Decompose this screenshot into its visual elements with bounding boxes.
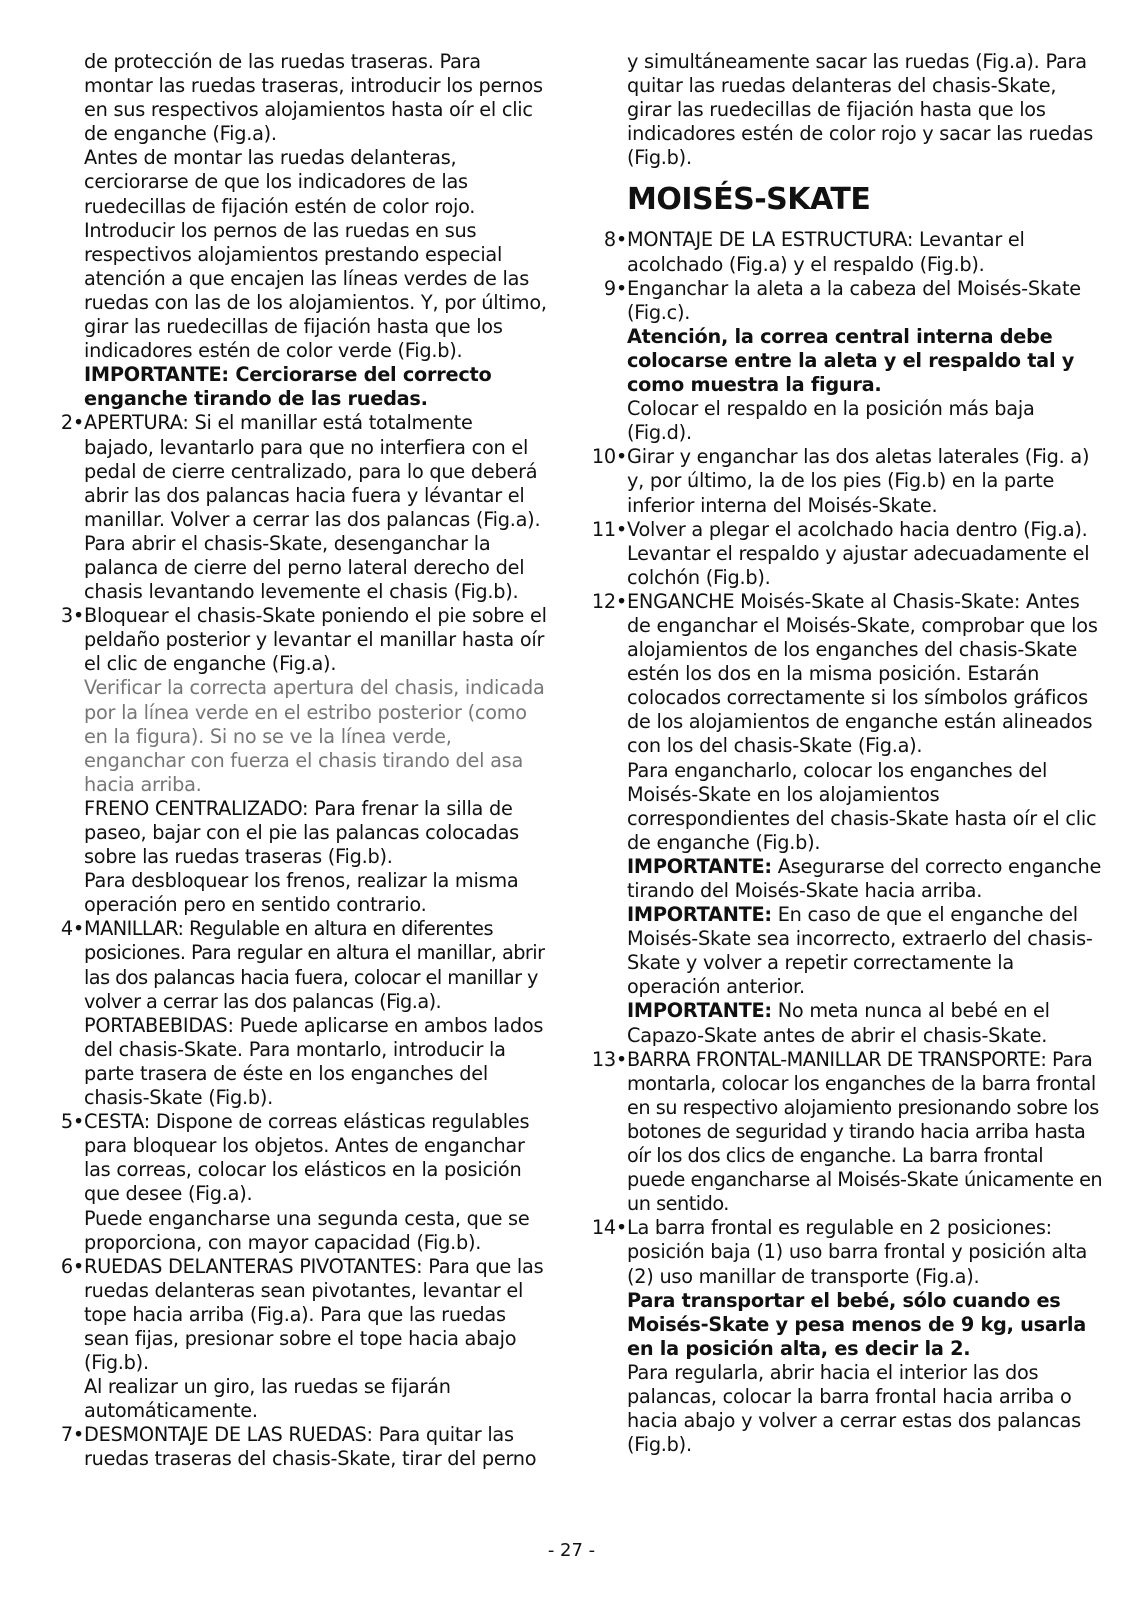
- list-item-9: [596, 277, 1104, 446]
- paragraph: Enganchar la aleta a la cabeza del Moisés-Skate (Fig.c).: [627, 276, 1081, 324]
- verification-note: Verificar la correcta apertura del chasis, indicada por la línea verde en el estribo posterior (como en la figura). Si no se ve la línea verde, enganchar con fuerza el chasis tirando del asa hacia arriba.: [84, 676, 545, 796]
- item-number: 10•: [591, 445, 627, 469]
- item-number: 2•: [60, 411, 84, 435]
- paragraph: Bloquear el chasis-Skate poniendo el pie sobre el peldaño posterior y levantar el manillar hasta oír el clic de enganche (Fig.a).: [84, 604, 547, 676]
- paragraph: BARRA FRONTAL-MANILLAR DE TRANSPORTE: Para montarla, colocar los enganches de la barra frontal en su respectivo alojamiento presionando sobre los botones de seguridad y tirando hacia arriba hasta oír los dos clics de enganche. La barra frontal puede engancharse al Moisés-Skate únicamente en un sentido.: [627, 1047, 1103, 1216]
- important-label: IMPORTANTE:: [627, 999, 772, 1023]
- continued-block: [596, 50, 1104, 170]
- paragraph: MANILLAR: Regulable en altura en diferentes posiciones. Para regular en altura el manillar, abrir las dos palancas hacia fuera, colocar el manillar y volver a cerrar las dos palancas (Fig.a).: [84, 917, 545, 1013]
- paragraph: ENGANCHE Moisés-Skate al Chasis-Skate: Antes de enganchar el Moisés-Skate, comprobar que los alojamientos de los enganches del chasis-Skate estén los dos en la misma posición. Estarán colocados correctamente si los símbolos gráficos de los alojamientos de enganche están alineados con los del chasis-Skate (Fig.a).: [627, 589, 1098, 758]
- paragraph: Para desbloquear los frenos, realizar la misma operación pero en sentido contrario.: [84, 869, 519, 917]
- important-paragraph: [627, 999, 1104, 1047]
- paragraph: de protección de las ruedas traseras. Para montar las ruedas traseras, introducir los pernos en sus respectivos alojamientos hasta oír el clic de enganche (Fig.a).: [84, 50, 543, 146]
- list-item-10: [591, 445, 1104, 517]
- item-number: 3•: [60, 604, 84, 628]
- list-item-14: [591, 1216, 1104, 1457]
- item-number: 9•: [603, 276, 627, 300]
- list-item-7: [53, 1423, 548, 1471]
- important-note: IMPORTANTE: Cerciorarse del correcto enganche tirando de las ruedas.: [84, 363, 492, 411]
- intro-block: [53, 50, 548, 411]
- paragraph: Para abrir el chasis-Skate, desenganchar la palanca de cierre del perno lateral derecho del chasis levantando levemente el chasis (Fig.b).: [84, 531, 525, 604]
- attention-note: Atención, la correa central interna debe colocarse entre la aleta y el respaldo tal y como muestra la figura.: [627, 324, 1075, 397]
- item-number: 6•: [60, 1254, 84, 1278]
- list-item-4: [53, 917, 548, 1110]
- page-number: - 27 -: [547, 1540, 596, 1561]
- paragraph: CESTA: Dispone de correas elásticas regulables para bloquear los objetos. Antes de enganchar las correas, colocar los elásticos en la posición que desee (Fig.a).: [84, 1110, 530, 1206]
- item-number: 8•: [603, 228, 627, 252]
- paragraph: La barra frontal es regulable en 2 posiciones: posición baja (1) uso barra frontal y posición alta (2) uso manillar de transporte (Fig.a).: [627, 1216, 1088, 1288]
- important-paragraph: [627, 903, 1104, 999]
- important-paragraph: [627, 855, 1104, 903]
- list-item-6: [53, 1255, 548, 1424]
- important-text: En caso de que el enganche del Moisés-Skate sea incorrecto, extraerlo del chasis-Skate y volver a repetir correctamente la operación anterior.: [627, 903, 1093, 999]
- list-item-3: [53, 604, 548, 917]
- paragraph: RUEDAS DELANTERAS PIVOTANTES: Para que las ruedas delanteras sean pivotantes, levantar el tope hacia arriba (Fig.a). Para que las ruedas sean fijas, presionar sobre el tope hacia abajo (Fig.b).: [84, 1254, 544, 1375]
- important-text: Asegurarse del correcto enganche tirando del Moisés-Skate hacia arriba.: [627, 854, 1102, 902]
- item-number: 13•: [591, 1047, 627, 1071]
- paragraph: MONTAJE DE LA ESTRUCTURA: Levantar el acolchado (Fig.a) y el respaldo (Fig.b).: [627, 228, 1025, 276]
- paragraph: Antes de montar las ruedas delanteras, cerciorarse de que los indicadores de las ruedecillas de fijación estén de color rojo. Introducir los pernos de las ruedas en sus respectivos alojamientos prestando especial atención a que encajen las líneas verdes de las ruedas con las de los alojamientos. Y, por último, girar las ruedecillas de fijación hasta que los indicadores estén de color verde (Fig.b).: [84, 146, 547, 363]
- item-number: 5•: [60, 1110, 84, 1134]
- list-item-2: [53, 411, 548, 604]
- list-item-8: [596, 228, 1104, 276]
- paragraph: Colocar el respaldo en la posición más baja (Fig.d).: [627, 397, 1035, 445]
- section-heading-wrap: [596, 182, 1104, 218]
- item-number: 14•: [591, 1216, 627, 1240]
- paragraph: Girar y enganchar las dos aletas laterales (Fig. a) y, por último, la de los pies (Fig.b) en la parte inferior interna del Moisés-Skate.: [627, 445, 1090, 517]
- section-heading: MOISÉS-SKATE: [627, 182, 871, 218]
- important-text: No meta nunca al bebé en el Capazo-Skate antes de abrir el chasis-Skate.: [627, 999, 1050, 1047]
- item-number: 12•: [591, 589, 627, 613]
- paragraph: PORTABEBIDAS: Puede aplicarse en ambos lados del chasis-Skate. Para montarlo, introducir la parte trasera de éste en los enganches del chasis-Skate (Fig.b).: [84, 1013, 544, 1110]
- transport-warning: Para transportar el bebé, sólo cuando es Moisés-Skate y pesa menos de 9 kg, usarla en la posición alta, es decir la 2.: [627, 1288, 1086, 1360]
- paragraph: DESMONTAJE DE LAS RUEDAS: Para quitar las ruedas traseras del chasis-Skate, tirar del perno: [84, 1423, 537, 1471]
- paragraph: Para engancharlo, colocar los enganches del Moisés-Skate en los alojamientos correspondientes del chasis-Skate hasta oír el clic de enganche (Fig.b).: [627, 758, 1097, 854]
- list-item-12: [591, 589, 1104, 1048]
- left-column: [53, 50, 548, 1472]
- paragraph: Volver a plegar el acolchado hacia dentro (Fig.a). Levantar el respaldo y ajustar adecuadamente el colchón (Fig.b).: [627, 517, 1090, 589]
- paragraph: Puede engancharse una segunda cesta, que se proporciona, con mayor capacidad (Fig.b).: [84, 1206, 530, 1254]
- right-column: [591, 50, 1104, 1457]
- list-item-13: [591, 1047, 1104, 1217]
- paragraph: Para regularla, abrir hacia el interior las dos palancas, colocar la barra frontal hacia arriba o hacia abajo y volver a cerrar estas dos palancas (Fig.b).: [627, 1360, 1081, 1457]
- important-label: IMPORTANTE:: [627, 903, 772, 927]
- paragraph: APERTURA: Si el manillar está totalmente bajado, levantarlo para que no interfiera con el pedal de cierre centralizado, para lo que deberá abrir las dos palancas hacia fuera y lévantar el manillar. Volver a cerrar las dos palancas (Fig.a).: [84, 411, 541, 531]
- item-number: 7•: [60, 1423, 84, 1447]
- list-item-5: [53, 1110, 548, 1255]
- item-number: 11•: [591, 517, 627, 541]
- important-label: IMPORTANTE:: [627, 854, 772, 878]
- item-number: 4•: [60, 917, 84, 941]
- paragraph: FRENO CENTRALIZADO: Para frenar la silla de paseo, bajar con el pie las palancas colocadas sobre las ruedas traseras (Fig.b).: [84, 796, 519, 869]
- list-item-11: [591, 517, 1104, 590]
- paragraph: Al realizar un giro, las ruedas se fijarán automáticamente.: [84, 1375, 451, 1423]
- paragraph: y simultáneamente sacar las ruedas (Fig.a). Para quitar las ruedas delanteras del chasis-Skate, girar las ruedecillas de fijación hasta que los indicadores estén de color rojo y sacar las ruedas (Fig.b).: [627, 50, 1094, 170]
